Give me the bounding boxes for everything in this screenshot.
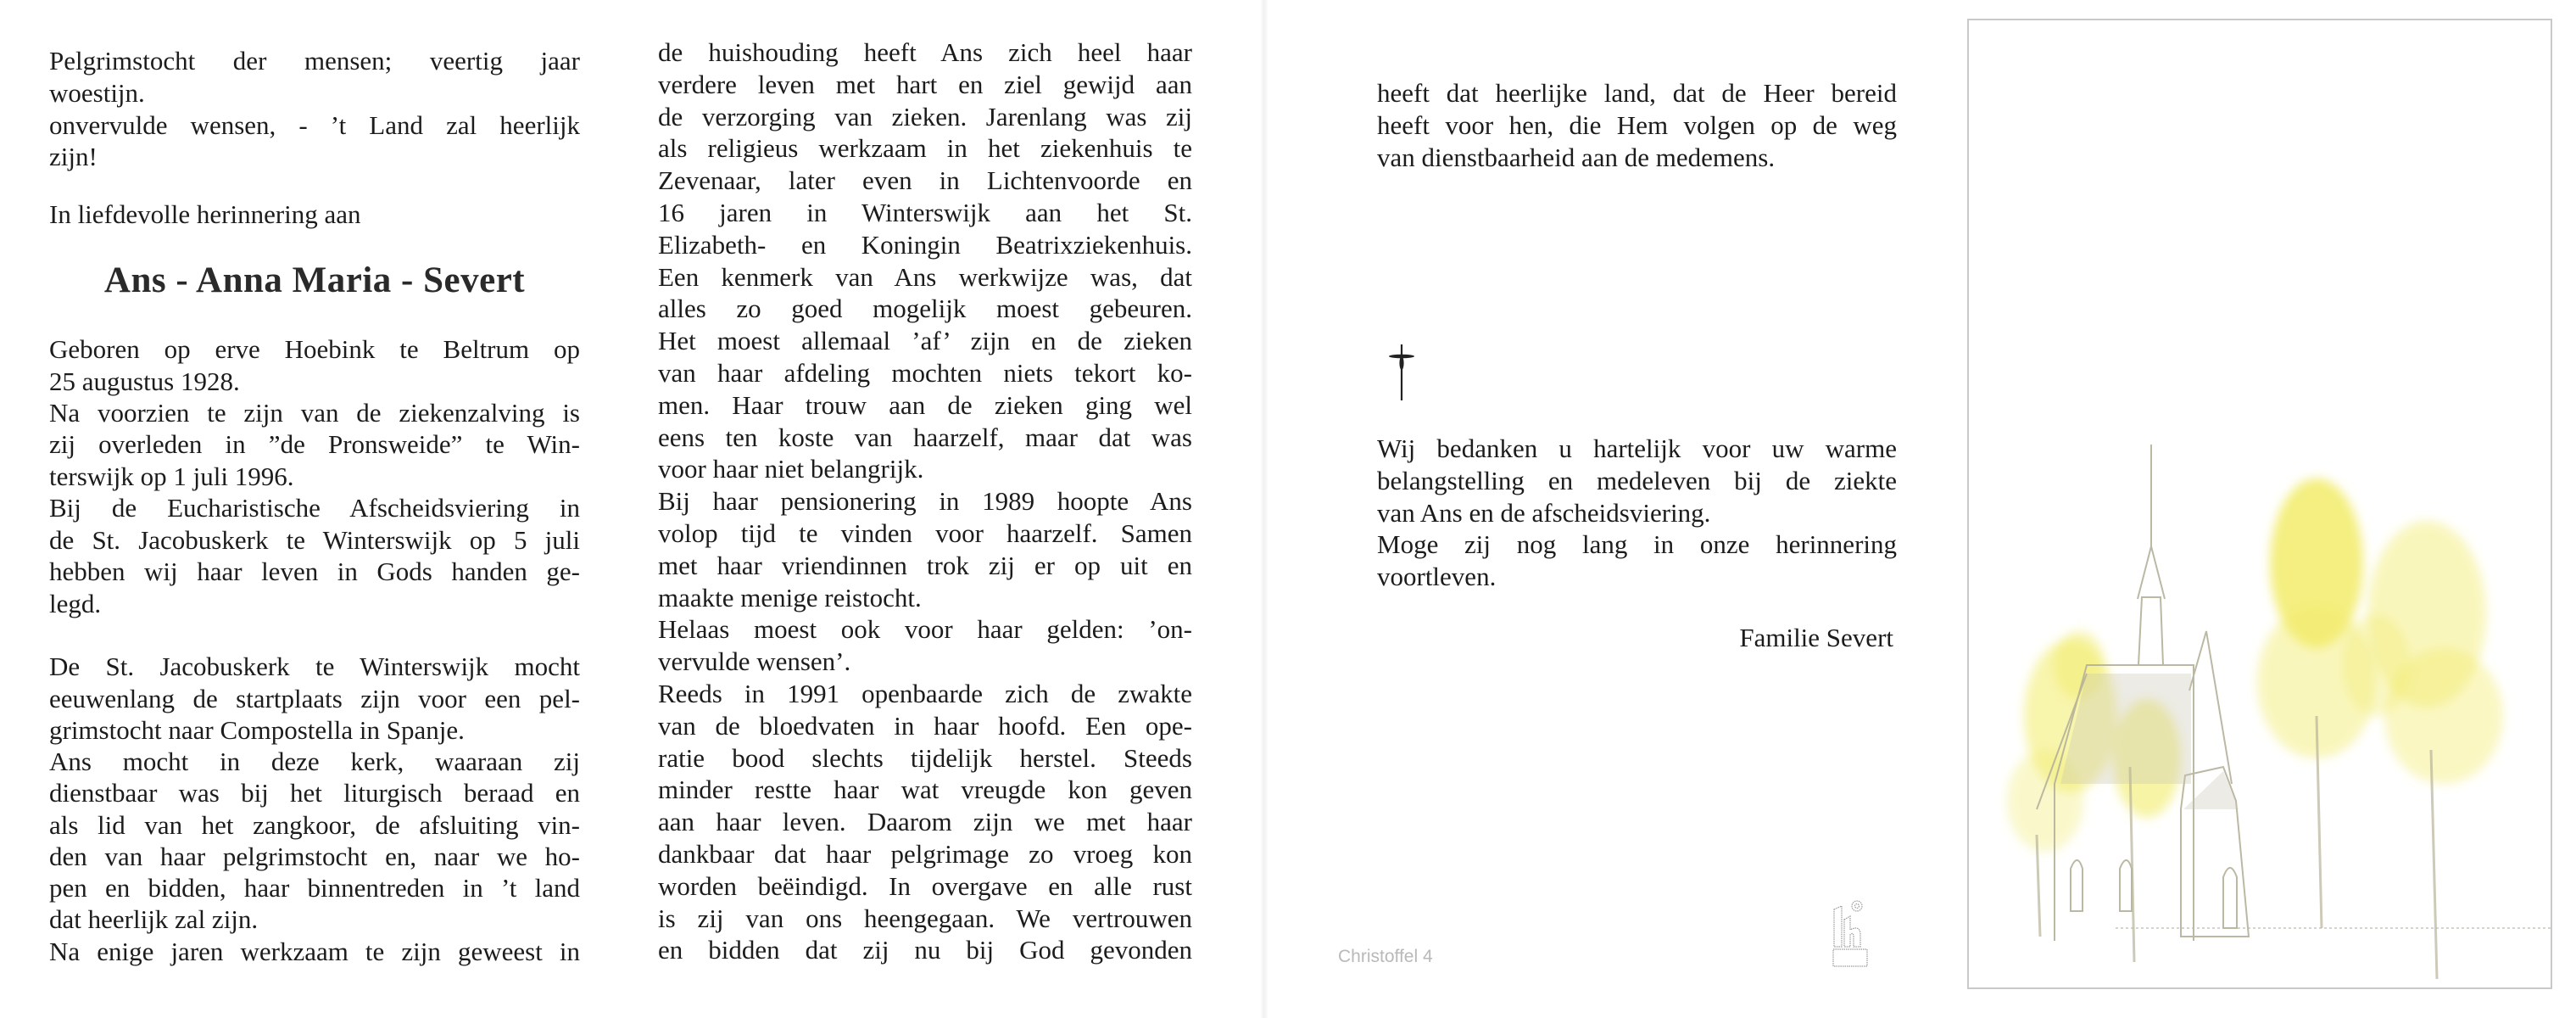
text-line: grimstocht naar Compostella in Spanje. <box>49 714 465 745</box>
text-line: eens ten koste van haarzelf, maar dat was <box>658 422 1192 452</box>
text-line: Het moest allemaal ’af’ zijn en de zieken <box>658 326 1192 356</box>
text-line: aan haar leven. Daarom zijn we met haar <box>658 807 1192 837</box>
text-line: minder restte haar wat vreugde kon geven <box>658 775 1192 805</box>
text-line: de St. Jacobuskerk te Winterswijk op 5 juli <box>49 524 580 555</box>
card-fold <box>1260 0 1268 1018</box>
text-line: belangstelling en medeleven bij de ziekte <box>1377 465 1897 495</box>
text-line: Een kenmerk van Ans werkwijze was, dat <box>658 261 1192 292</box>
text-line: heeft dat heerlijke land, dat de Heer bereid <box>1377 78 1897 108</box>
text-line: dat heerlijk zal zijn. <box>49 904 259 935</box>
text-line: zij overleden in ”de Pronsweide” te Win- <box>49 429 580 460</box>
text-line: als lid van het zangkoor, de afsluiting vin- <box>49 809 580 840</box>
text-line: terswijk op 1 juli 1996. <box>49 461 294 491</box>
inner-spread <box>0 0 1263 1018</box>
text-line: Pelgrimstocht der mensen; veertig jaar <box>49 46 580 76</box>
text-line: alles zo goed mogelijk moest gebeuren. <box>658 294 1192 324</box>
text-line: Na enige jaren werkzaam te zijn geweest in <box>49 936 580 966</box>
text-line: worden beëindigd. In overgave en alle rust <box>658 870 1192 901</box>
signature-familie-severt: Familie Severt <box>1739 623 1893 652</box>
text-line: maakte menige reistocht. <box>658 582 922 612</box>
text-line: Bij de Eucharistische Afscheidsviering in <box>49 493 580 523</box>
text-line: voor haar niet belangrijk. <box>658 454 924 484</box>
text-line: Zevenaar, later even in Lichtenvoorde en <box>658 165 1192 196</box>
text-line: De St. Jacobuskerk te Winterswijk mocht <box>49 652 580 682</box>
illustration-frame <box>1967 19 2552 989</box>
text-line: Moge zij nog lang in onze herinnering <box>1377 529 1897 560</box>
text-line: woestijn. <box>49 77 145 108</box>
text-line: dankbaar dat haar pelgrimage zo vroeg kon <box>658 839 1192 869</box>
text-line: den van haar pelgrimstocht en, naar we ho- <box>49 841 580 871</box>
text-line: van haar afdeling mochten niets tekort ko- <box>658 358 1192 388</box>
right-text-column <box>1377 0 1897 1018</box>
text-line: de verzorging van zieken. Jarenlang was zij <box>658 101 1192 131</box>
text-line: heeft voor hen, die Hem volgen op de weg <box>1377 109 1897 140</box>
left-text-column <box>49 0 580 1018</box>
text-line: dienstbaar was bij het liturgisch beraad en <box>49 778 580 808</box>
text-line: 25 augustus 1928. <box>49 366 240 396</box>
text-line: onvervulde wensen, - ’t Land zal heerlijk <box>49 109 580 140</box>
text-line: verdere leven met hart en ziel gewijd aan <box>658 69 1192 99</box>
text-line: eeuwenlang de startplaats zijn voor een pel- <box>49 683 580 713</box>
text-line: zijn! <box>49 142 98 172</box>
text-line: van de bloedvaten in haar hoofd. Een ope- <box>658 710 1192 741</box>
text-line: voortleven. <box>1377 562 1497 592</box>
text-line: als religieus werkzaam in het ziekenhuis te <box>658 133 1192 164</box>
publisher-logo-icon <box>1832 896 1871 972</box>
text-line: men. Haar trouw aan de zieken ging wel <box>658 389 1192 420</box>
text-line: ratie bood slechts tijdelijk herstel. Steeds <box>658 742 1192 773</box>
text-line: en bidden dat zij nu bij God gevonden <box>658 935 1192 965</box>
tree-foliage <box>2342 614 2410 716</box>
text-line: Bij haar pensionering in 1989 hoopte Ans <box>658 486 1192 517</box>
intro-text: In liefdevolle herinnering aan <box>49 199 361 230</box>
text-line: legd. <box>49 588 102 618</box>
text-line: volop tijd te vinden voor haarzelf. Samen <box>658 518 1192 548</box>
church-illustration <box>1969 20 2551 987</box>
publisher-code: Christoffel 4 <box>1338 947 1433 966</box>
text-line: Na voorzien te zijn van de ziekenzalving is <box>49 398 580 428</box>
text-line: hebben wij haar leven in Gods handen ge- <box>49 557 580 587</box>
text-line: pen en bidden, haar binnentreden in ’t land <box>49 873 580 903</box>
text-line: Reeds in 1991 openbaarde zich de zwakte <box>658 679 1192 708</box>
middle-text-column <box>658 0 1192 1018</box>
text-line: vervulde wensen’. <box>658 646 851 677</box>
text-line: is zij van ons heengegaan. We vertrouwen <box>658 903 1192 933</box>
text-line: de huishouding heeft Ans zich heel haar <box>658 37 1192 67</box>
text-line: 16 jaren in Winterswijk aan het St. <box>658 198 1192 227</box>
deceased-name: Ans - Anna Maria - Severt <box>103 260 526 300</box>
text-line: met haar vriendinnen trok zij er op uit en <box>658 550 1192 580</box>
cross-icon <box>1387 343 1416 402</box>
text-line: van Ans en de afscheidsviering. <box>1377 497 1711 528</box>
text-line: van dienstbaarheid aan de medemens. <box>1377 142 1776 172</box>
text-line: Helaas moest ook voor haar gelden: ’on- <box>658 614 1192 645</box>
text-line: Geboren op erve Hoebink te Beltrum op <box>49 334 580 365</box>
text-line: Ans mocht in deze kerk, waaraan zij <box>49 747 580 777</box>
text-line: Elizabeth- en Koningin Beatrixziekenhuis. <box>658 229 1192 260</box>
text-line: Wij bedanken u hartelijk voor uw warme <box>1377 433 1897 463</box>
